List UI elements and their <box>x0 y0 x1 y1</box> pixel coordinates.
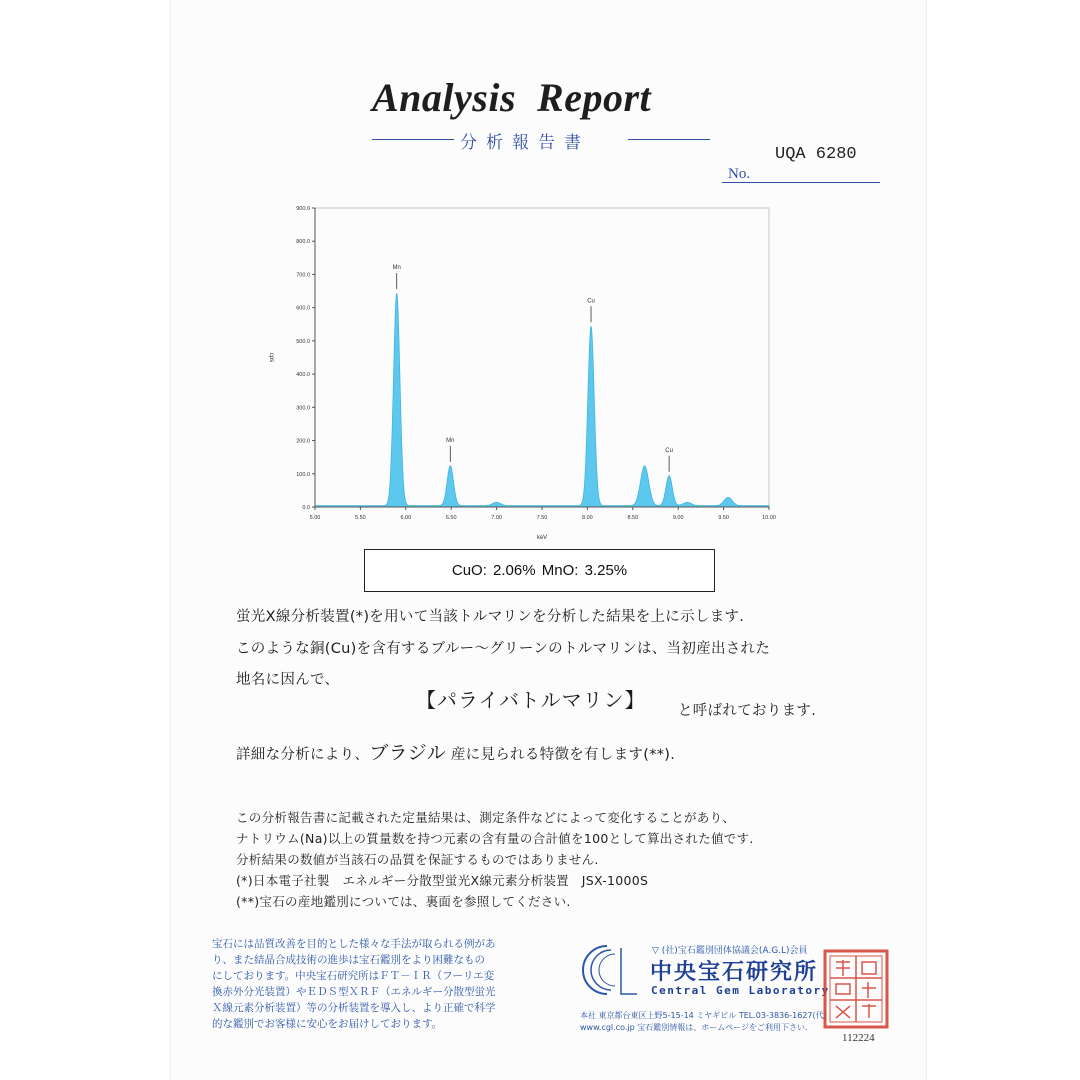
y-tick-label: 900.0 <box>296 206 310 212</box>
lab-name-jp: 中央宝石研究所 <box>650 960 819 985</box>
note-3: 分析結果の数値が当該石の品質を保証するものではありません. <box>236 852 599 867</box>
lab-address: 本社 東京都台東区上野5-15-14 ミヤギビル TEL.03-3836-1627(代) <box>580 1011 827 1020</box>
x-tick-label: 7.50 <box>536 515 548 521</box>
plot-frame <box>315 208 769 507</box>
report-title: Analysis Report <box>372 75 652 120</box>
note-1: この分析報告書に記載された定量結果は、測定条件などによって変化することがあり、 <box>236 810 736 825</box>
x-tick-label: 9.00 <box>672 515 684 521</box>
serial-number: 112224 <box>842 1032 875 1044</box>
origin-country: ブラジル <box>369 742 446 764</box>
stone-name: 【パライバトルマリン】 <box>416 688 646 712</box>
footer-disclaimer <box>212 936 542 1032</box>
origin-prefix: 詳細な分析により、 <box>236 747 370 763</box>
cgl-logo-icon <box>577 940 641 1000</box>
association-icon: ▽ <box>652 946 659 956</box>
y-tick-label: 700.0 <box>296 272 310 279</box>
x-tick-label: 5.50 <box>355 515 366 521</box>
disclaimer-line: 的な鑑別でお客様に安心をお届けしております。 <box>212 1018 443 1030</box>
x-tick-label: 8.50 <box>627 515 639 521</box>
body-line-5 <box>236 738 675 765</box>
body-line-2: このような銅(Cu)を含有するブルー～グリーンのトルマリンは、当初産出された <box>236 641 771 657</box>
spectrum-area <box>315 293 769 507</box>
origin-suffix: 産に見られる特徴を有します(**). <box>445 747 676 763</box>
note-4: (*)日本電子社製 エネルギー分散型蛍光X線元素分析装置 JSX-1000S <box>236 873 649 888</box>
body-line-1: 蛍光X線分析装置(*)を用いて当該トルマリンを分析した結果を上に示します. <box>236 609 745 625</box>
y-tick-label: 600.0 <box>296 305 310 312</box>
y-axis-label: cps <box>268 352 274 363</box>
result-box: CuO: 2.06% MnO: 3.25% <box>364 549 715 592</box>
report-number: UQA 6280 <box>775 145 857 164</box>
y-tick-label: 300.0 <box>296 405 310 412</box>
disclaimer-line: Ｘ線元素分析装置）等の分析装置を導入し、より正確で科学 <box>212 1002 496 1014</box>
red-seal-stamp-icon <box>822 948 890 1030</box>
x-tick-label: 7.00 <box>491 515 502 521</box>
body-line-4: と呼ばれております. <box>678 703 817 719</box>
y-tick-label: 100.0 <box>296 471 310 478</box>
subtitle-rule-left <box>372 139 454 140</box>
disclaimer-line: 換赤外分光装置）やＥＤＳ型ＸＲＦ（エネルギー分散型蛍光 <box>212 986 496 998</box>
y-tick-label: 200.0 <box>296 438 310 445</box>
peak-label: Cu <box>665 447 673 454</box>
note-2: ナトリウム(Na)以上の質量数を持つ元素の含有量の合計値を100として算出された値です. <box>236 831 754 846</box>
y-tick-label: 400.0 <box>296 372 310 379</box>
x-tick-label: 6.00 <box>400 515 412 521</box>
note-5: (**)宝石の産地鑑別については、裏面を参照してください. <box>236 894 571 909</box>
x-tick-label: 8.00 <box>582 515 593 521</box>
disclaimer-line: 宝石には品質改善を目的とした様々な手法が取られる例があ <box>212 938 496 950</box>
body-line-3: 地名に因んで、 <box>236 672 340 688</box>
x-tick-label: 5.00 <box>309 515 321 521</box>
disclaimer-line: にしております。中央宝石研究所はＦＴ－ＩＲ（フーリエ変 <box>212 970 495 982</box>
y-tick-label: 500.0 <box>296 338 310 345</box>
number-underline <box>722 182 880 183</box>
peak-label: Cu <box>587 298 595 305</box>
x-tick-label: 9.50 <box>718 515 729 521</box>
y-tick-label: 0.0 <box>302 505 310 511</box>
association-label: (社)宝石鑑別団体協議会(A.G.L)会員 <box>661 946 808 956</box>
number-label: No. <box>728 166 751 182</box>
peak-label: Mn <box>392 265 401 272</box>
x-tick-label: 6.50 <box>445 515 457 521</box>
x-axis-label: keV <box>536 535 548 541</box>
lab-website: www.cgl.co.jp 宝石鑑別情報は、ホームページをご利用下さい. <box>580 1023 808 1032</box>
spectrum-chart-container <box>260 195 790 555</box>
report-subtitle: 分析報告書 <box>460 133 590 153</box>
x-tick-label: 10.00 <box>762 515 776 521</box>
y-tick-label: 800.0 <box>296 239 310 246</box>
subtitle-rule-right <box>628 139 710 140</box>
disclaimer-line: り、また結晶合成技術の進歩は宝石鑑別をより困難なもの <box>212 954 485 966</box>
lab-name-en: Central Gem Laboratory <box>651 984 830 997</box>
peak-label: Mn <box>446 437 455 444</box>
xrf-spectrum-chart <box>260 195 790 555</box>
